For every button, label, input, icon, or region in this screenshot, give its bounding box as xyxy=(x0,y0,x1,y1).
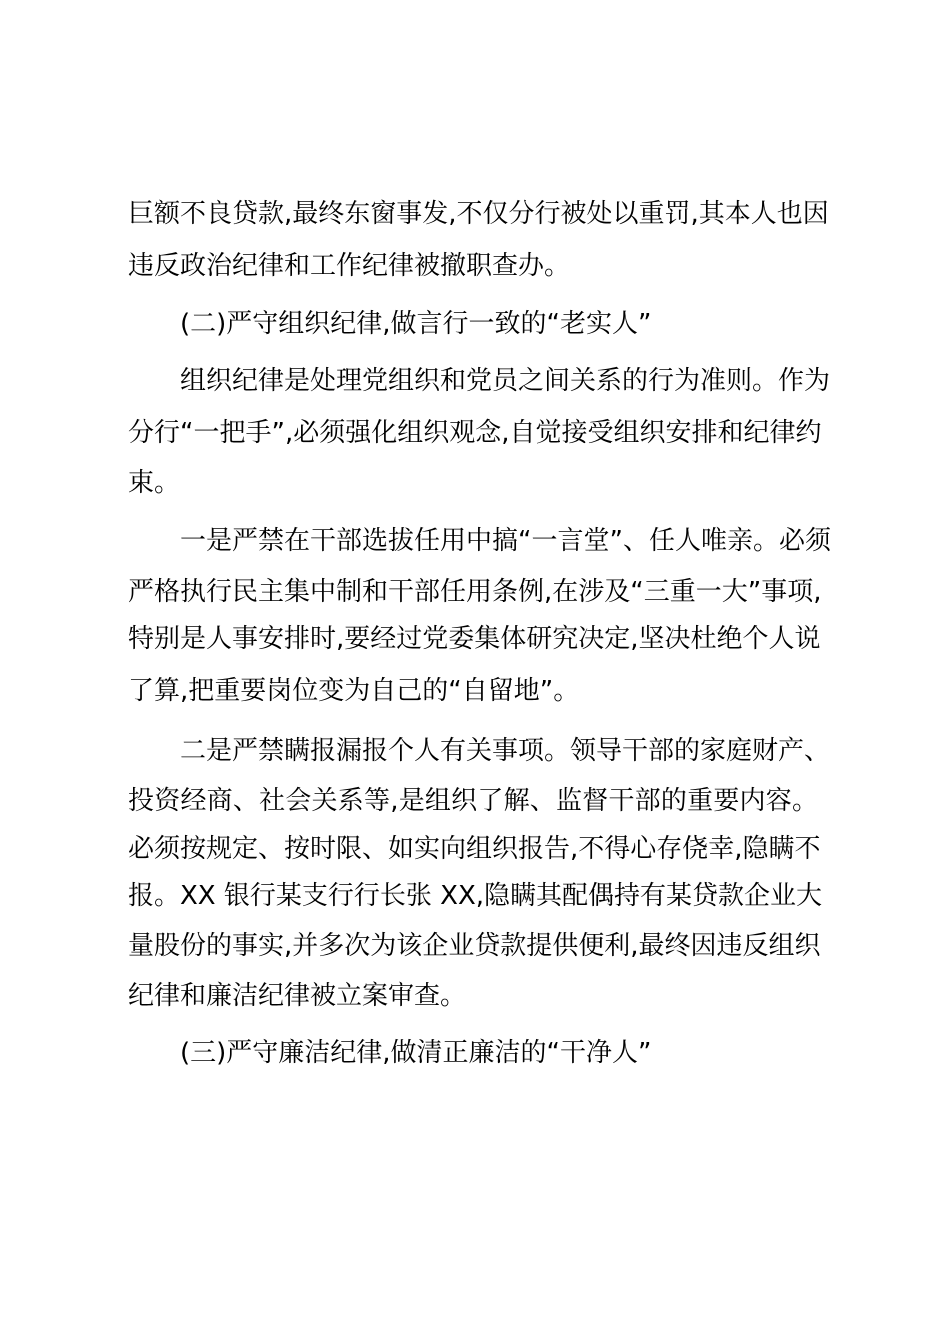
paragraph-line: 特别是人事安排时,要经过党委集体研究决定,坚决杜绝个人说 xyxy=(128,624,821,654)
paragraph-line: 二是严禁瞒报漏报个人有关事项。领导干部的家庭财产、 xyxy=(180,736,831,766)
paragraph-line: 纪律和廉洁纪律被立案审查。 xyxy=(128,981,467,1011)
paragraph-line: 必须按规定、按时限、如实向组织报告,不得心存侥幸,隐瞒不 xyxy=(128,834,821,864)
paragraph-line: 组织纪律是处理党组织和党员之间关系的行为准则。作为 xyxy=(180,366,831,396)
paragraph-line: 投资经商、社会关系等,是组织了解、监督干部的重要内容。 xyxy=(128,786,818,816)
paragraph-line: 报。XX 银行某支行行长张 XX,隐瞒其配偶持有某贷款企业大 xyxy=(128,881,823,911)
paragraph-line: 分行“一把手”,必须强化组织观念,自觉接受组织安排和纪律约 xyxy=(128,418,822,448)
paragraph-line: 严格执行民主集中制和干部任用条例,在涉及“三重一大”事项, xyxy=(128,577,822,607)
section-heading: (三)严守廉洁纪律,做清正廉洁的“干净人” xyxy=(180,1038,652,1068)
section-heading: (二)严守组织纪律,做言行一致的“老实人” xyxy=(180,309,652,339)
paragraph-line: 束。 xyxy=(128,468,181,498)
paragraph-line: 巨额不良贷款,最终东窗事发,不仅分行被处以重罚,其本人也因 xyxy=(128,199,829,229)
paragraph-line: 量股份的事实,并多次为该企业贷款提供便利,最终因违反组织 xyxy=(128,931,821,961)
paragraph-line: 违反政治纪律和工作纪律被撤职查办。 xyxy=(128,251,571,281)
paragraph-line: 一是严禁在干部选拔任用中搞“一言堂”、任人唯亲。必须 xyxy=(180,526,831,556)
paragraph-line: 了算,把重要岗位变为自己的“自留地”。 xyxy=(128,676,580,706)
